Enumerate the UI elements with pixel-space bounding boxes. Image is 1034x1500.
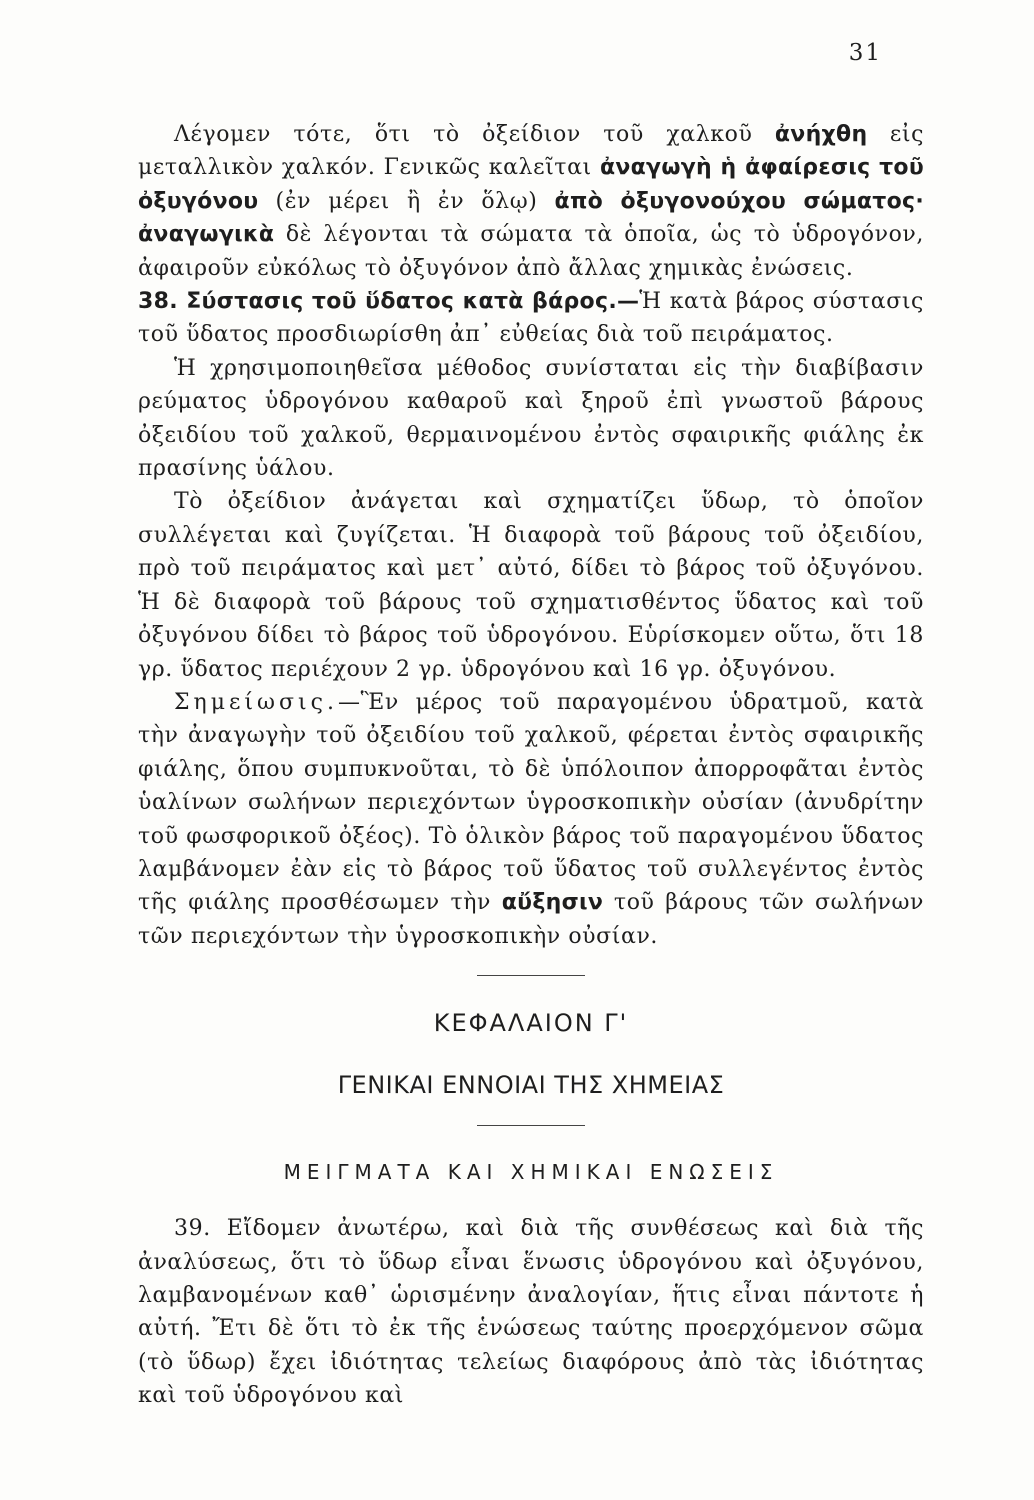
text-run: Λέγομεν τότε, ὅτι τὸ ὀξείδιον τοῦ χαλκοῦ (174, 122, 775, 147)
bold-term: ἀναγωγὴ ἡ ἀφαίρεσις τοῦ ὀξυγόνου (138, 155, 924, 214)
bold-term: ἀπὸ ὀξυγονούχου σώματος· ἀναγωγικὰ (138, 188, 924, 248)
paragraph-method: Ἡ χρησιμοποιηθεῖσα μέθοδος συνίσταται εἰς τὴν διαβίβασιν ρεύματος ὑδρογόνου καθαροῦ καὶ ξηροῦ ἐπὶ γνωστοῦ βάρους ὀξειδίου τοῦ χαλκοῦ, θερμαινομένου ἐντὸς σφαιρικῆς φιάλης ἐκ πρασίνης ὑάλου. (138, 355, 924, 482)
paragraph-note (138, 686, 924, 953)
paragraph-result: Τὸ ὀξείδιον ἀνάγεται καὶ σχηματίζει ὕδωρ, τὸ ὁποῖον συλλέγεται καὶ ζυγίζεται. Ἡ διαφορὰ τοῦ βάρους τοῦ ὀξειδίου, πρὸ τοῦ πειράματος καὶ μετ᾽ αὐτό, δίδει τὸ βάρος τοῦ ὀξυγόνου. Ἡ δὲ διαφορὰ τοῦ βάρους τοῦ σχηματισθέντος ὕδατος καὶ τοῦ ὀξυγόνου δίδει τὸ βάρος τοῦ ὑδρογόνου. Εὑρίσκομεν οὕτω, ὅτι 18 γρ. ὕδατος περιέχουν 2 γρ. ὑδρογόνου καὶ 16 γρ. ὀξυγόνου. (138, 489, 924, 682)
paragraph-section-38 (138, 285, 924, 352)
text-run: δὲ λέγονται τὰ σώματα τὰ ὁποῖα, ὡς τὸ ὑδρογόνον, ἀφαιροῦν εὐκόλως τὸ ὀξυγόνον ἀπὸ ἄλλας χημικὰς ἐνώσεις. (138, 222, 924, 281)
text-run: —Ἓν μέρος τοῦ παραγομένου ὑδρατμοῦ, κατὰ τὴν ἀναγωγὴν τοῦ ὀξειδίου τοῦ χαλκοῦ, φέρεται ἐντὸς σφαιρικῆς φιάλης, ὅπου συμπυκνοῦται, τὸ δὲ ὑπόλοιπον ἀπορροφᾶται ἐντὸς ὑαλίνων σωλήνων περιεχόντων ὑγροσκοπικὴν οὐσίαν (ἀνυδρίτην τοῦ φωσφορικοῦ ὀξέος). Τὸ ὁλικὸν βάρος τοῦ παραγομένου ὕδατος λαμβάνομεν ἐὰν εἰς τὸ βάρος τοῦ ὕδατος τοῦ συλλεγέντος ἐντὸς τῆς φιάλης προσθέσωμεν τὴν (138, 689, 924, 916)
divider (477, 1125, 585, 1126)
text-run: εἰς μεταλλικὸν χαλκόν. Γενικῶς καλεῖται (138, 122, 924, 181)
bold-term: ἀνήχθη (774, 122, 868, 147)
section-heading-38: 38. Σύστασις τοῦ ὕδατος κατὰ βάρος.— (138, 289, 640, 315)
section-title: ΜΕΙΓΜΑΤΑ ΚΑΙ ΧΗΜΙΚΑΙ ΕΝΩΣΕΙΣ (283, 1160, 779, 1185)
paragraph-section-39: 39. Εἴδομεν ἀνωτέρω, καὶ διὰ τῆς συνθέσεως καὶ διὰ τῆς ἀναλύσεως, ὅτι τὸ ὕδωρ εἶναι ἕνωσις ὑδρογόνου καὶ ὀξυγόνου, λαμβανομένων καθ᾽ ὡρισμένην ἀναλογίαν, ἥτις εἶναι πάντοτε ἡ αὐτή. Ἔτι δὲ ὅτι τὸ ἐκ τῆς ἑνώσεως ταύτης προερχόμενον σῶμα (τὸ ὕδωρ) ἔχει ἰδιότητας τελείως διαφόρους ἀπὸ τὰς ἰδιότητας καὶ τοῦ ὑδρογόνου καὶ (138, 1216, 924, 1409)
text-run: Ἡ κατὰ βάρος σύστασις τοῦ ὕδατος προσδιωρίσθη ἀπ᾽ εὐθείας διὰ τοῦ πειράματος. (138, 289, 924, 348)
chapter-title: ΓΕΝΙΚΑΙ ΕΝΝΟΙΑΙ ΤΗΣ ΧΗΜΕΙΑΣ (337, 1071, 725, 1100)
chapter-label: ΚΕΦΑΛΑΙΟΝ Γ' (433, 1009, 629, 1038)
paragraph-reduction (138, 118, 924, 285)
bold-term: αὔξησιν (501, 890, 604, 916)
text-run: (ἐν μέρει ἢ ἐν ὅλῳ) (258, 188, 555, 214)
divider (477, 975, 585, 976)
page-number: 31 (848, 40, 882, 66)
text-run: τοῦ βάρους τῶν σωλήνων τῶν περιεχόντων τὴν ὑγροσκοπικὴν οὐσίαν. (138, 890, 924, 949)
note-label: Σημείωσις. (174, 689, 338, 715)
